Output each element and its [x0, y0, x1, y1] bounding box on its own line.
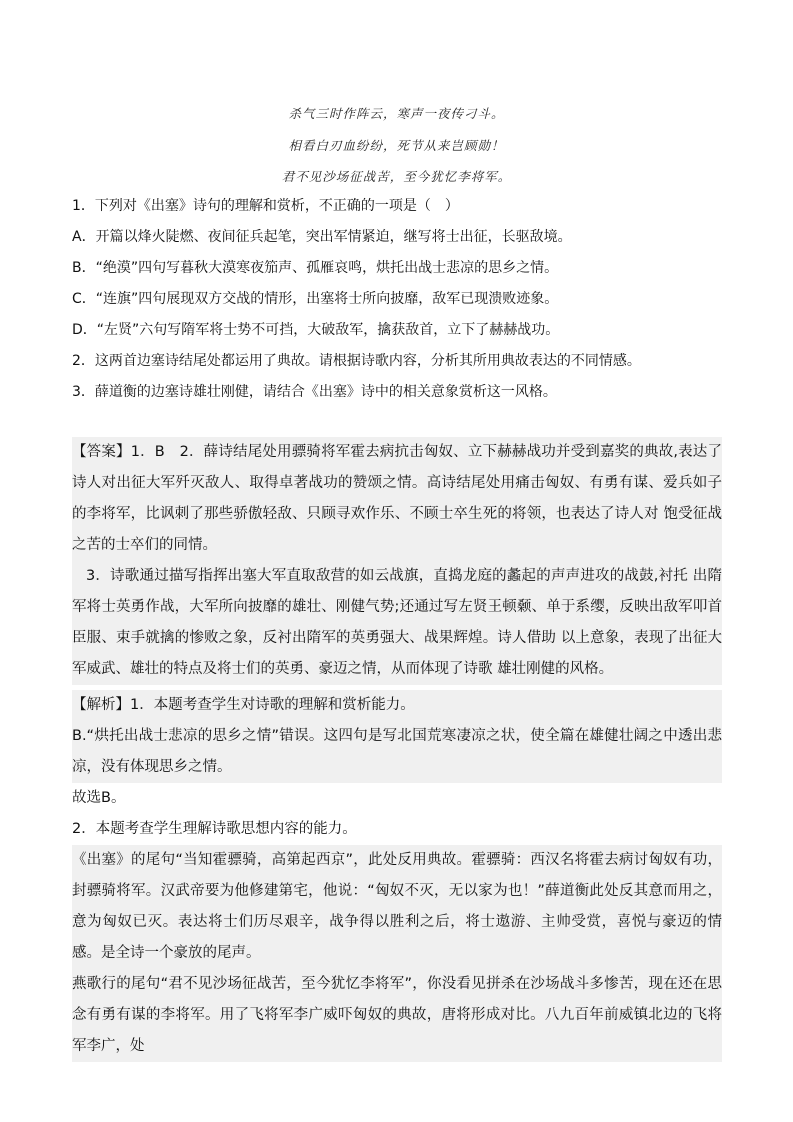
answer-paragraph-2: 3．诗歌通过描写指挥出塞大军直取敌营的如云战旗，直捣龙庭的蠡起的声声进攻的战鼓,衬托 出隋军将士英勇作战，大军所向披靡的雄壮、刚健气势;还通过写左贤王顿颡、单于系缨，反映出敌军叩首臣服、束手就擒的惨败之象，反衬出隋军的英勇强大、战果辉煌。诗人借助 以上意象，表现了出征大军威武、雄壮的特点及将士们的英勇、豪迈之情，从而体现了诗歌 雄壮刚健的风格。 — [72, 568, 722, 677]
option-d: D．“左贤”六句写隋军将士势不可挡，大破敌军，擒获敌首，立下了赫赫战功。 — [72, 322, 560, 338]
answer-paragraph-1: 【答案】1．B 2．薛诗结尾处用骠骑将军霍去病抗击匈奴、立下赫赫战功并受到嘉奖的典故,表达了诗人对出征大军歼灭敌人、取得卓著战功的赞颂之情。高诗结尾处用痛击匈奴、有勇有谋、爱兵如子 的李将军，比讽刺了那些骄傲轻敌、只顾寻欢作乐、不顾士卒生死的将领，也表达了诗人对 饱受征战之苦的士卒们的同情。 — [72, 444, 722, 553]
analysis-block — [72, 690, 722, 1062]
analysis-item-b: B.“烘托出战士悲凉的思乡之情”错误。这四句是写北国荒寒凄凉之状，使全篇在雄健壮阔之中透出悲凉，没有体现思乡之情。 — [72, 721, 722, 783]
analysis-q2-heading: 2．本题考查学生理解诗歌思想内容的能力。 — [72, 821, 357, 837]
option-b: B．“绝漠”四句写暮秋大漠寒夜笳声、孤雁哀鸣，烘托出战士悲凉的思乡之情。 — [72, 260, 559, 276]
question-1: 1．下列对《出塞》诗句的理解和赏析，不正确的一项是（ ） — [72, 198, 459, 214]
poem-line-2: 相看白刃血纷纷，死节从来岂顾勋！ — [288, 138, 505, 153]
analysis-q2-body-1: 《出塞》的尾句“当知霍骠骑，高第起西京”，此处反用典故。霍骠骑：西汉名将霍去病讨匈奴有功，封骠骑将军。汉武帝要为他修建第宅，他说：“匈奴不灭，无以家为也！”薛道衡此处反其意而用之，意为匈奴已灭。表达将士们历尽艰辛，战争得以胜利之后，将士遨游、主帅受赏，喜悦与豪迈的情感。是全诗一个豪放的尾声。 — [72, 845, 722, 969]
analysis-heading: 【解析】1．本题考查学生对诗歌的理解和赏析能力。 — [72, 690, 722, 721]
option-c: C．“连旗”四句展现双方交战的情形，出塞将士所向披靡，敌军已现溃败迹象。 — [72, 291, 559, 307]
option-a: A．开篇以烽火陡燃、夜间征兵起笔，突出军情紧迫，继写将士出征，长驱敌境。 — [72, 229, 572, 245]
poem-line-1: 杀气三时作阵云，寒声一夜传刁斗。 — [288, 106, 505, 121]
poem-line-3: 君不见沙场征战苦，至今犹忆李将军。 — [281, 169, 512, 184]
answer-block — [72, 437, 722, 685]
analysis-q2-body-2: 燕歌行的尾句“君不见沙场征战苦，至今犹忆李将军”，你没看见拼杀在沙场战斗多惨苦，现在还在思念有勇有谋的李将军。用了飞将军李广威吓匈奴的典故，唐将形成对比。八九百年前威镇北边的飞将军李广，处 — [72, 969, 722, 1062]
question-3: 3．薛道衡的边塞诗雄壮刚健，请结合《出塞》诗中的相关意象赏析这一风格。 — [72, 384, 557, 400]
analysis-choice: 故选B。 — [72, 790, 126, 806]
question-2: 2．这两首边塞诗结尾处都运用了典故。请根据诗歌内容，分析其所用典故表达的不同情感。 — [72, 353, 641, 369]
